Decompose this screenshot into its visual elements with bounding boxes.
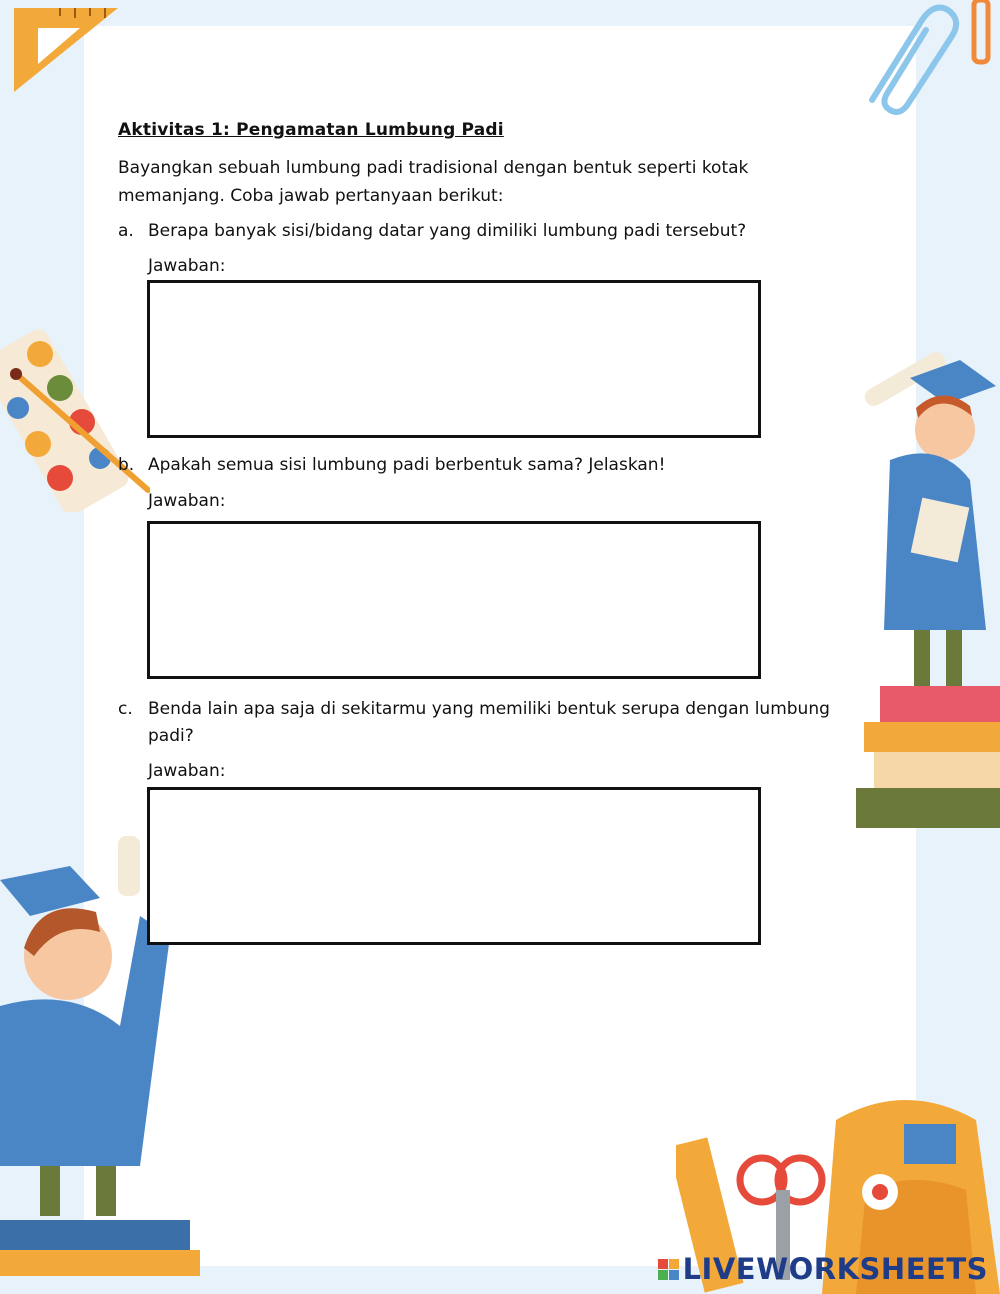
liveworksheets-logo-icon <box>658 1259 679 1280</box>
question-text: Berapa banyak sisi/bidang datar yang dimiliki lumbung padi tersebut? <box>148 221 747 241</box>
question-marker: a. <box>118 221 134 241</box>
brand-text: LIVEWORKSHEETS <box>682 1252 988 1286</box>
paint-palette-illustration <box>0 322 150 512</box>
answer-box-b[interactable] <box>147 521 761 679</box>
answer-box-a[interactable] <box>147 280 761 438</box>
question-marker: c. <box>118 699 133 719</box>
set-square-illustration <box>0 0 150 110</box>
question-text: Benda lain apa saja di sekitarmu yang memiliki bentuk serupa dengan lumbung padi? <box>148 699 830 746</box>
graduate-boy-right-illustration <box>850 330 1000 840</box>
answer-box-c[interactable] <box>147 787 761 945</box>
paperclip-illustration <box>852 0 1000 120</box>
answer-label-a: Jawaban: <box>148 256 226 276</box>
activity-intro: Bayangkan sebuah lumbung padi tradisional dengan bentuk seperti kotak memanjang. Coba jawab pertanyaan berikut: <box>118 158 749 206</box>
question-marker: b. <box>118 455 135 475</box>
answer-label-b: Jawaban: <box>148 491 226 511</box>
answer-label-c: Jawaban: <box>148 761 226 781</box>
liveworksheets-logo[interactable] <box>658 1252 988 1286</box>
question-c <box>118 696 858 750</box>
question-b <box>118 452 858 479</box>
question-text: Apakah semua sisi lumbung padi berbentuk sama? Jelaskan! <box>148 455 666 475</box>
question-a <box>118 218 858 245</box>
activity-title: Aktivitas 1: Pengamatan Lumbung Padi <box>118 120 504 140</box>
